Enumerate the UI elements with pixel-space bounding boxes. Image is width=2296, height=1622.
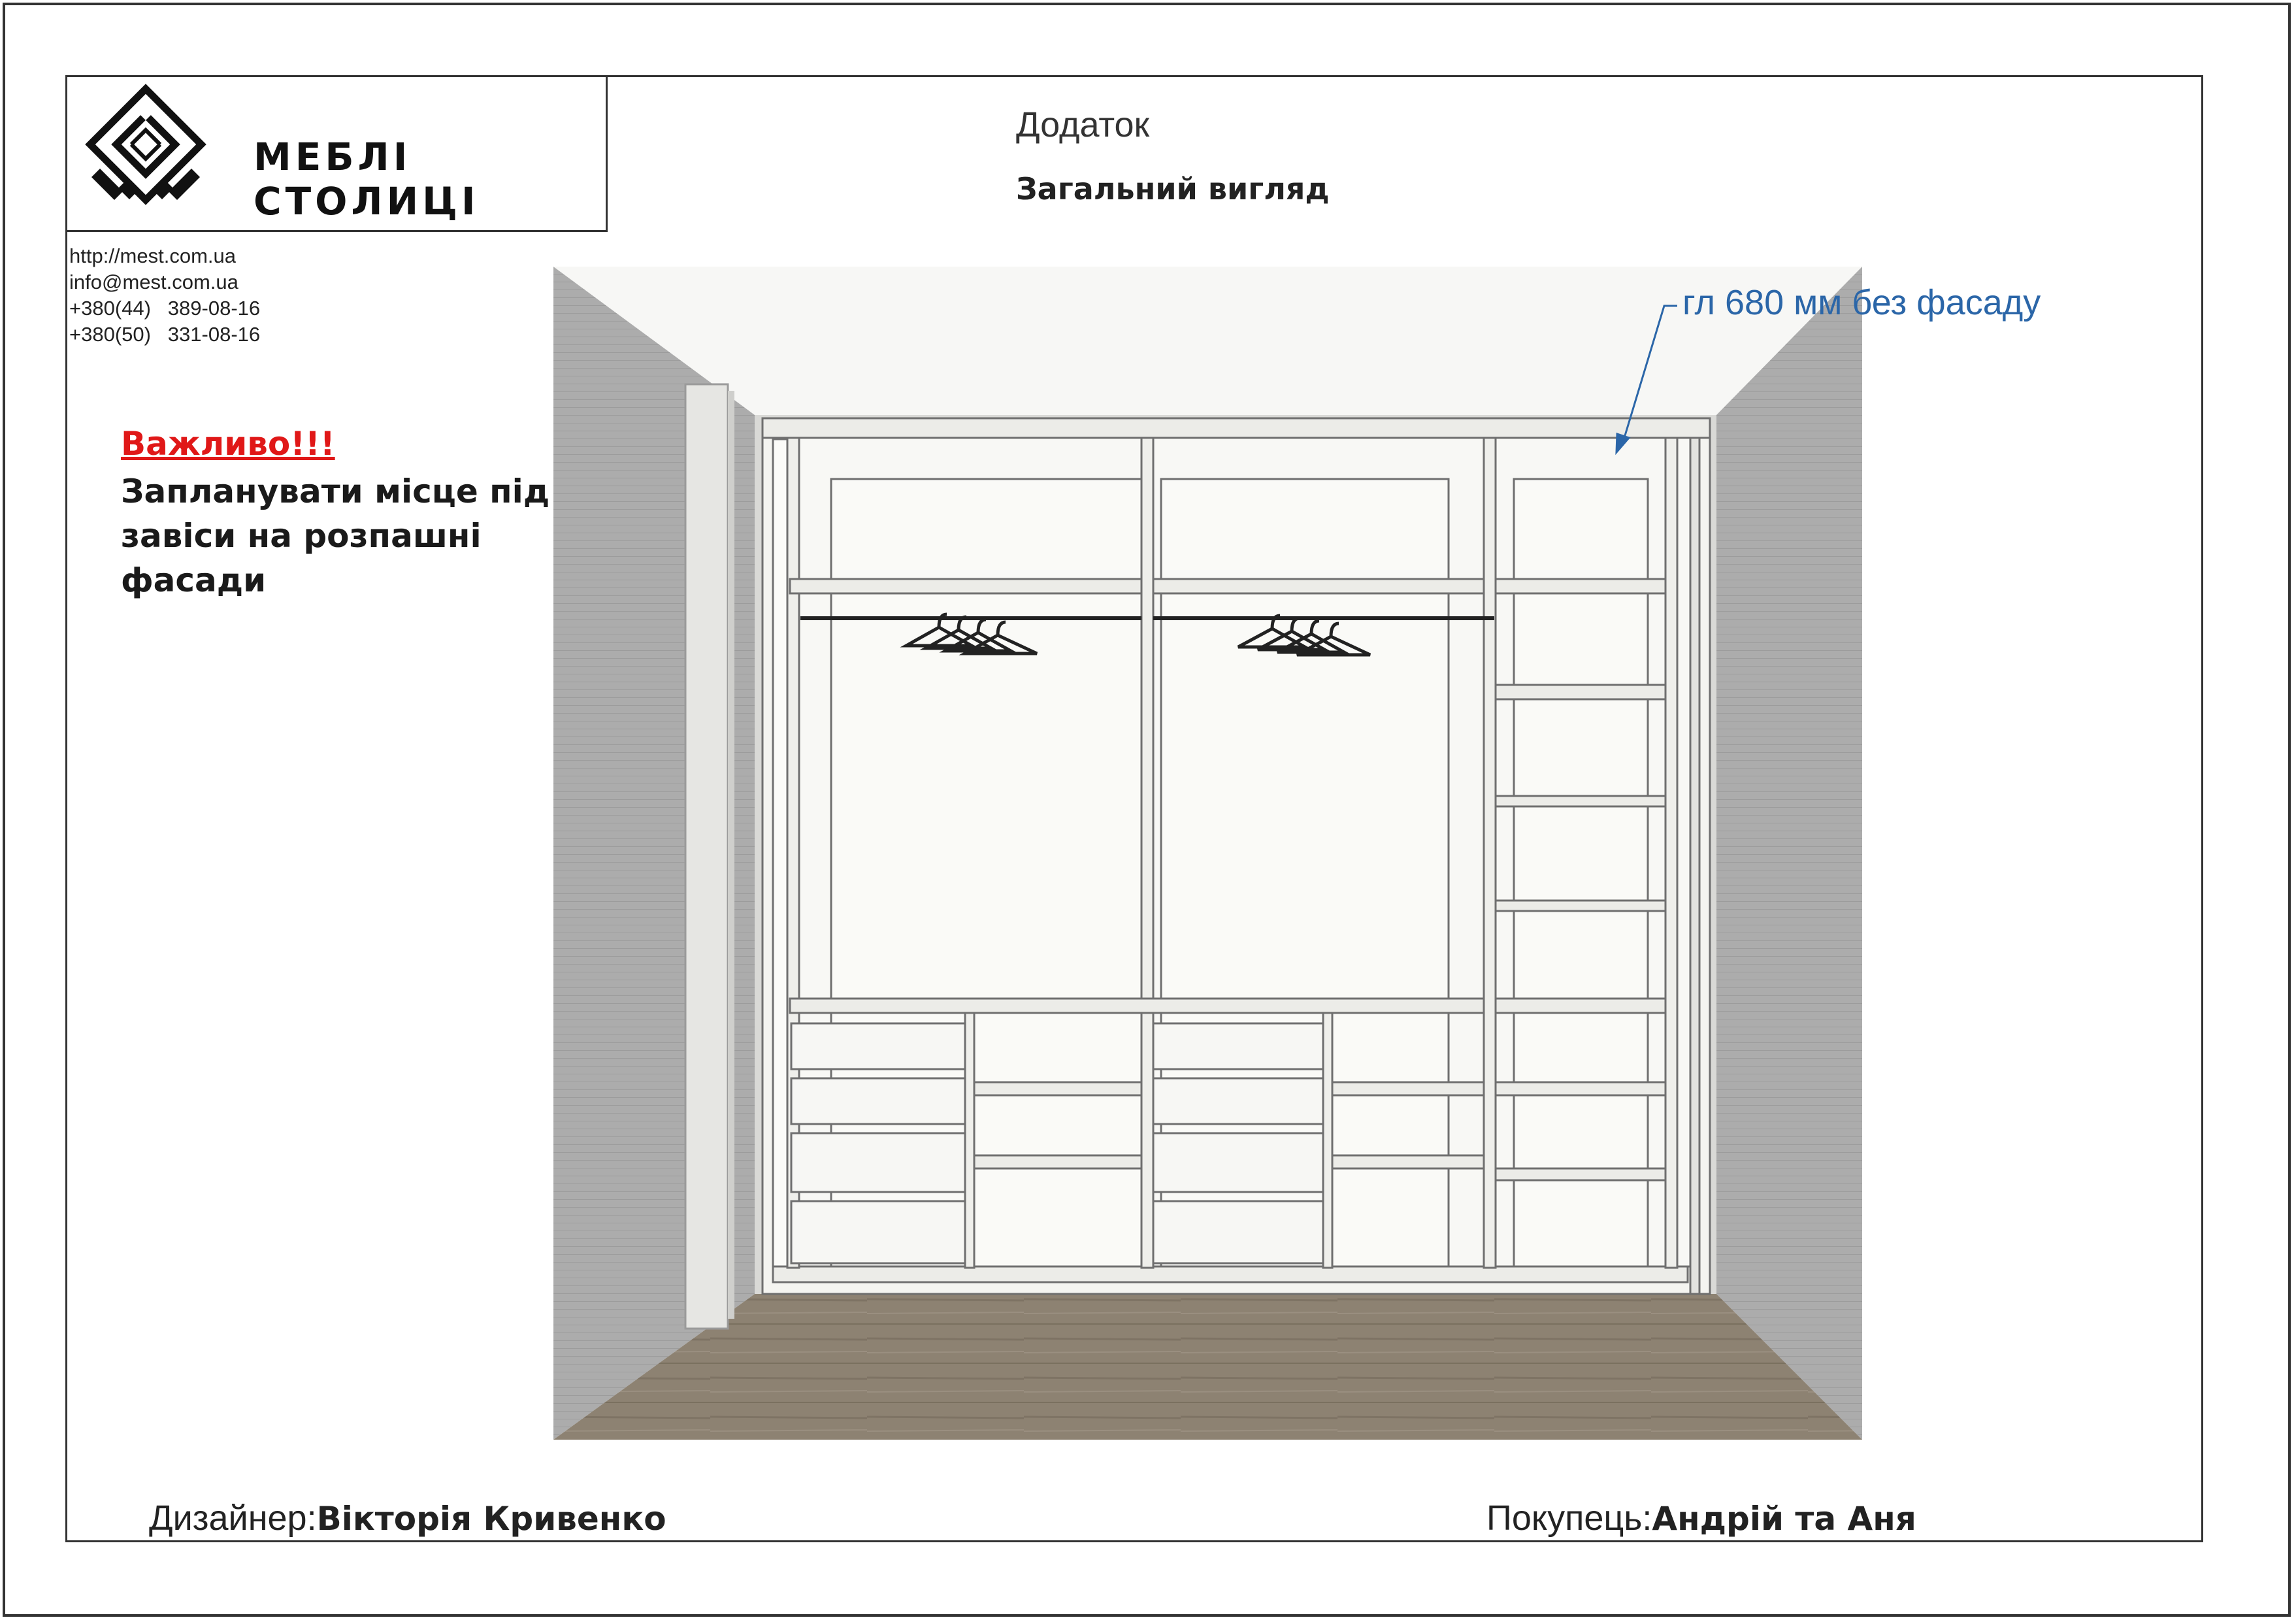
warning-text: Запланувати місце під завіси на розпашні фасади (121, 472, 550, 599)
customer-credit (1486, 1498, 1916, 1538)
designer-name: Вікторія Кривенко (316, 1500, 666, 1538)
designer-credit (149, 1498, 666, 1538)
depth-annotation: гл 680 мм без фасаду (1682, 283, 2041, 322)
warning-title: Важливо!!! (121, 425, 335, 463)
diamond-logo-icon (74, 77, 231, 234)
ceiling (553, 267, 1862, 415)
customer-label: Покупець: (1486, 1498, 1652, 1538)
floor (553, 1294, 1862, 1440)
right-wall (1716, 267, 1862, 1440)
phone-1: +380(44) 389-08-16 (69, 297, 261, 320)
wall-column (685, 384, 728, 1329)
company-name: МЕБЛІ СТОЛИЦІ (254, 135, 480, 223)
email-link[interactable]: info@mest.com.ua (69, 271, 238, 293)
wardrobe-drawing (553, 267, 1862, 1440)
website-link[interactable]: http://mest.com.ua (69, 244, 236, 267)
document-title: Загальний вигляд (1016, 171, 1330, 207)
phone-2: +380(50) 331-08-16 (69, 323, 261, 346)
logo-block (65, 75, 608, 232)
wardrobe (763, 418, 1710, 1294)
contact-info (69, 243, 260, 348)
document-label: Додаток (1016, 105, 1150, 144)
customer-name: Андрій та Аня (1652, 1500, 1916, 1538)
designer-label: Дизайнер: (149, 1498, 317, 1538)
